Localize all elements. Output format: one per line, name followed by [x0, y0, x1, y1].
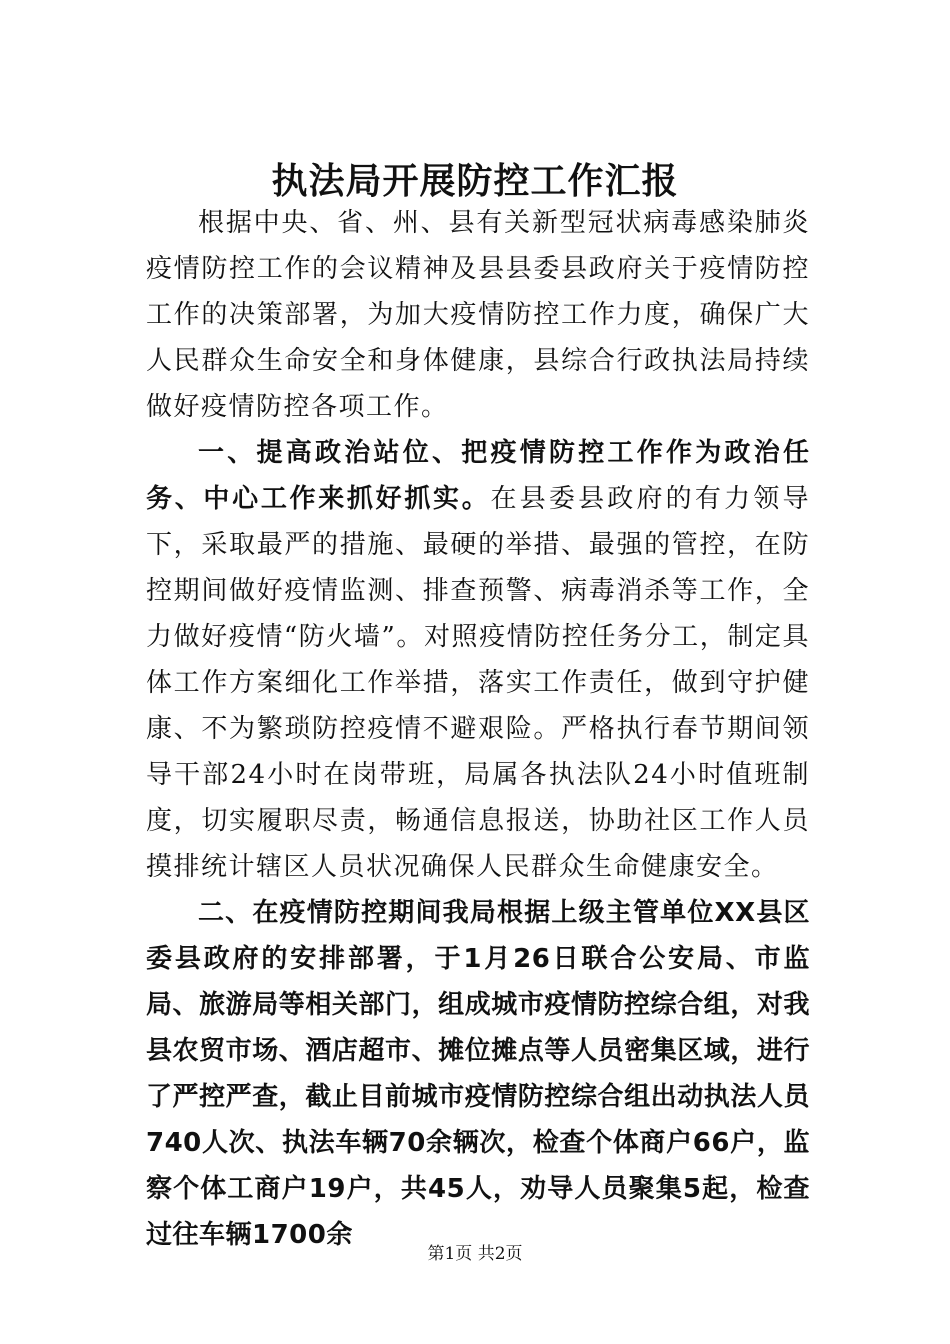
section-one-text: 在县委县政府的有力领导下，采取最严的措施、最硬的举措、最强的管控，在防控期间做好疫情监测、排查预警、病毒消杀等工作，全力做好疫情“防火墙”。对照疫情防控任务分工，制定具体工作方案细化工作举措，落实工作责任，做到守护健康、不为繁琐防控疫情不避艰险。严格执行春节期间领导干部24小时在岗带班，局属各执法队24小时值班制度，切实履职尽责，畅通信息报送，协助社区工作人员摸排统计辖区人员状况确保人民群众生命健康安全。	[146, 484, 810, 882]
document-title: 执法局开展防控工作汇报	[271, 161, 679, 203]
page-footer: 第1页 共2页	[427, 1244, 523, 1264]
section-two-text: 二、在疫情防控期间我局根据上级主管单位XX县区委县政府的安排部署，于1月26日联合公安局、市监局、旅游局等相关部门，组成城市疫情防控综合组，对我县农贸市场、酒店超市、摊位摊点等人员密集区域，进行了严控严查，截止目前城市疫情防控综合组出动执法人员740人次、执法车辆70余辆次，检查个体商户66户，监察个体工商户19户，共45人，劝导人员聚集5起，检查过往车辆1700余	[146, 898, 810, 1250]
paragraph-section-one	[146, 430, 810, 890]
paragraph-section-two	[146, 890, 810, 1258]
document-body	[146, 200, 810, 1258]
paragraph-intro-text: 根据中央、省、州、县有关新型冠状病毒感染肺炎疫情防控工作的会议精神及县县委县政府关于疫情防控工作的决策部署，为加大疫情防控工作力度，确保广大人民群众生命安全和身体健康，县综合行政执法局持续做好疫情防控各项工作。	[146, 208, 810, 422]
paragraph-intro	[146, 200, 810, 430]
section-one-heading: 一、提高政治站位、把疫情防控工作作为政治任务、中心工作来抓好抓实。	[146, 438, 810, 514]
